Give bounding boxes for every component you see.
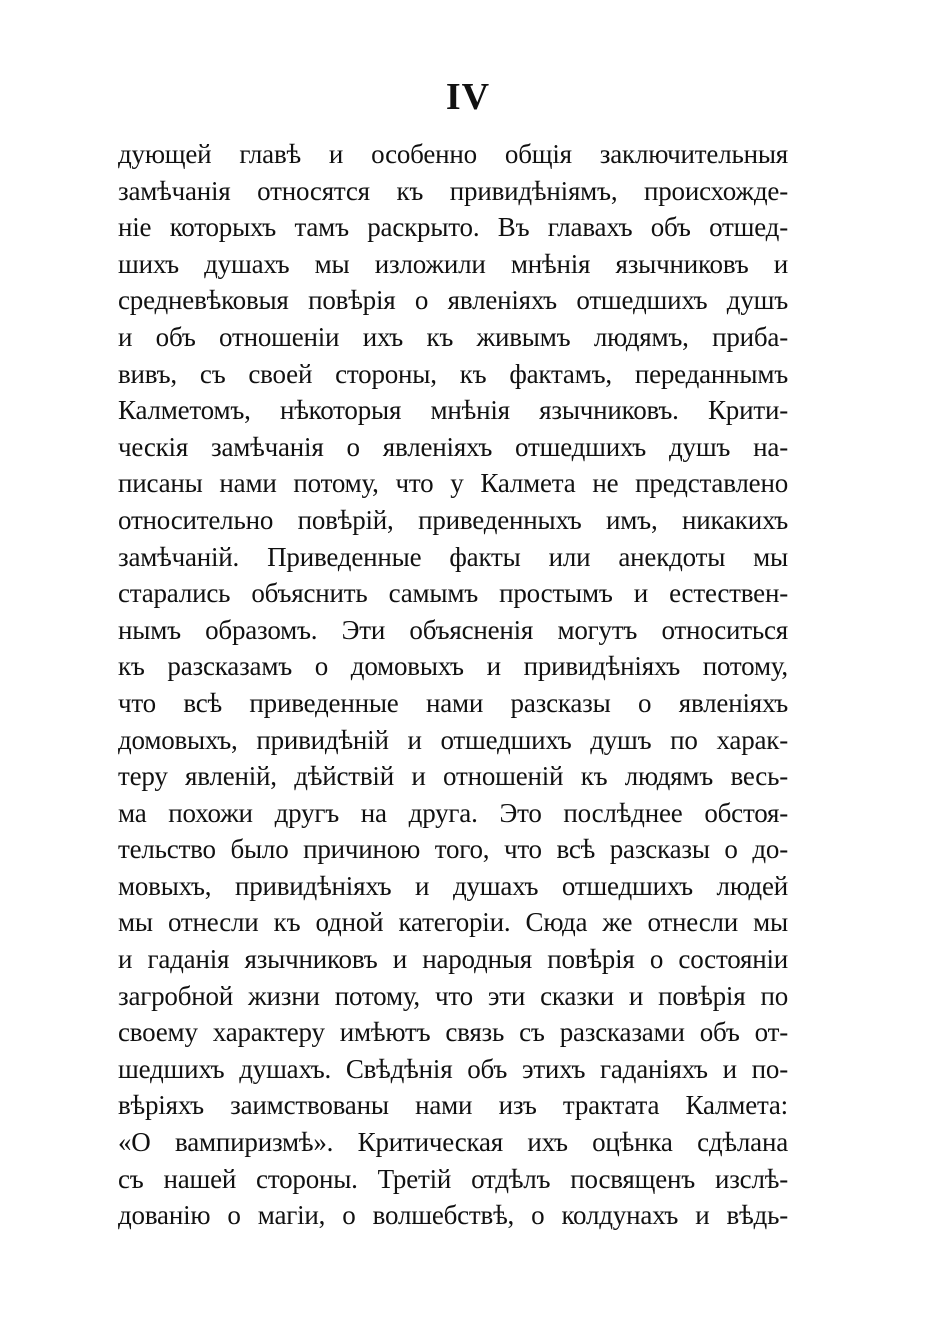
text-line: домовыхъ, привидѣній и отшедшихъ душъ по харак- <box>118 724 788 755</box>
body-text <box>118 136 788 1234</box>
text-line: ческія замѣчанія о явленіяхъ отшедшихъ душъ на- <box>118 431 788 462</box>
text-line: тельство было причиною того, что всѣ разсказы о до- <box>118 834 788 865</box>
text-line: писаны нами потому, что у Калмета не представлено <box>118 468 788 499</box>
text-line: старались объяснить самымъ простымъ и естествен- <box>118 578 788 609</box>
text-line: загробной жизни потому, что эти сказки и повѣрія по <box>118 980 788 1011</box>
text-line: вѣріяхъ заимствованы нами изъ трактата Калмета: <box>118 1090 788 1121</box>
text-line: шедшихъ душахъ. Свѣдѣнія объ этихъ гаданіяхъ и по- <box>118 1053 788 1084</box>
text-line: теру явленій, дѣйствій и отношеній къ людямъ весь- <box>118 761 788 792</box>
text-line: нымъ образомъ. Эти объясненія могутъ относиться <box>118 614 788 645</box>
text-line: «О вампиризмѣ». Критическая ихъ оцѣнка сдѣлана <box>118 1127 788 1158</box>
text-line: дованію о магіи, о волшебствѣ, о колдунахъ и вѣдь- <box>118 1200 788 1231</box>
text-line: ма похожи другъ на друга. Это послѣднее обстоя- <box>118 797 788 828</box>
text-line: своему характеру имѣютъ связь съ разсказами объ от- <box>118 1017 788 1048</box>
text-line: ніе которыхъ тамъ раскрыто. Въ главахъ объ отшед- <box>118 212 788 243</box>
text-line: дующей главѣ и особенно общія заключительныя <box>118 139 788 169</box>
text-line: относительно повѣрій, приведенныхъ имъ, никакихъ <box>118 504 788 535</box>
text-line: мы отнесли къ одной категоріи. Сюда же отнесли мы <box>118 907 788 938</box>
text-line: съ нашей стороны. Третій отдѣлъ посвященъ изслѣ- <box>118 1163 788 1194</box>
text-line: Калметомъ, нѣкоторыя мнѣнія язычниковъ. Крити- <box>118 395 788 426</box>
text-line: и гаданія язычниковъ и народныя повѣрія о состояніи <box>118 944 788 975</box>
text-line: вивъ, съ своей стороны, къ фактамъ, переданнымъ <box>118 358 788 389</box>
text-line: шихъ душахъ мы изложили мнѣнія язычниковъ и <box>118 248 788 279</box>
text-line: средневѣковыя повѣрія о явленіяхъ отшедшихъ душъ <box>118 285 788 316</box>
page-number: IV <box>445 76 491 118</box>
text-line: къ разсказамъ о домовыхъ и привидѣніяхъ потому, <box>118 651 788 682</box>
text-line: замѣчанія относятся къ привидѣніямъ, происхожде- <box>118 175 788 206</box>
text-line: что всѣ приведенные нами разсказы о явленіяхъ <box>118 687 788 718</box>
text-line: замѣчаній. Приведенные факты или анекдоты мы <box>118 541 788 572</box>
text-line: мовыхъ, привидѣніяхъ и душахъ отшедшихъ людей <box>118 870 788 901</box>
text-line: и объ отношеніи ихъ къ живымъ людямъ, приба- <box>118 321 788 352</box>
